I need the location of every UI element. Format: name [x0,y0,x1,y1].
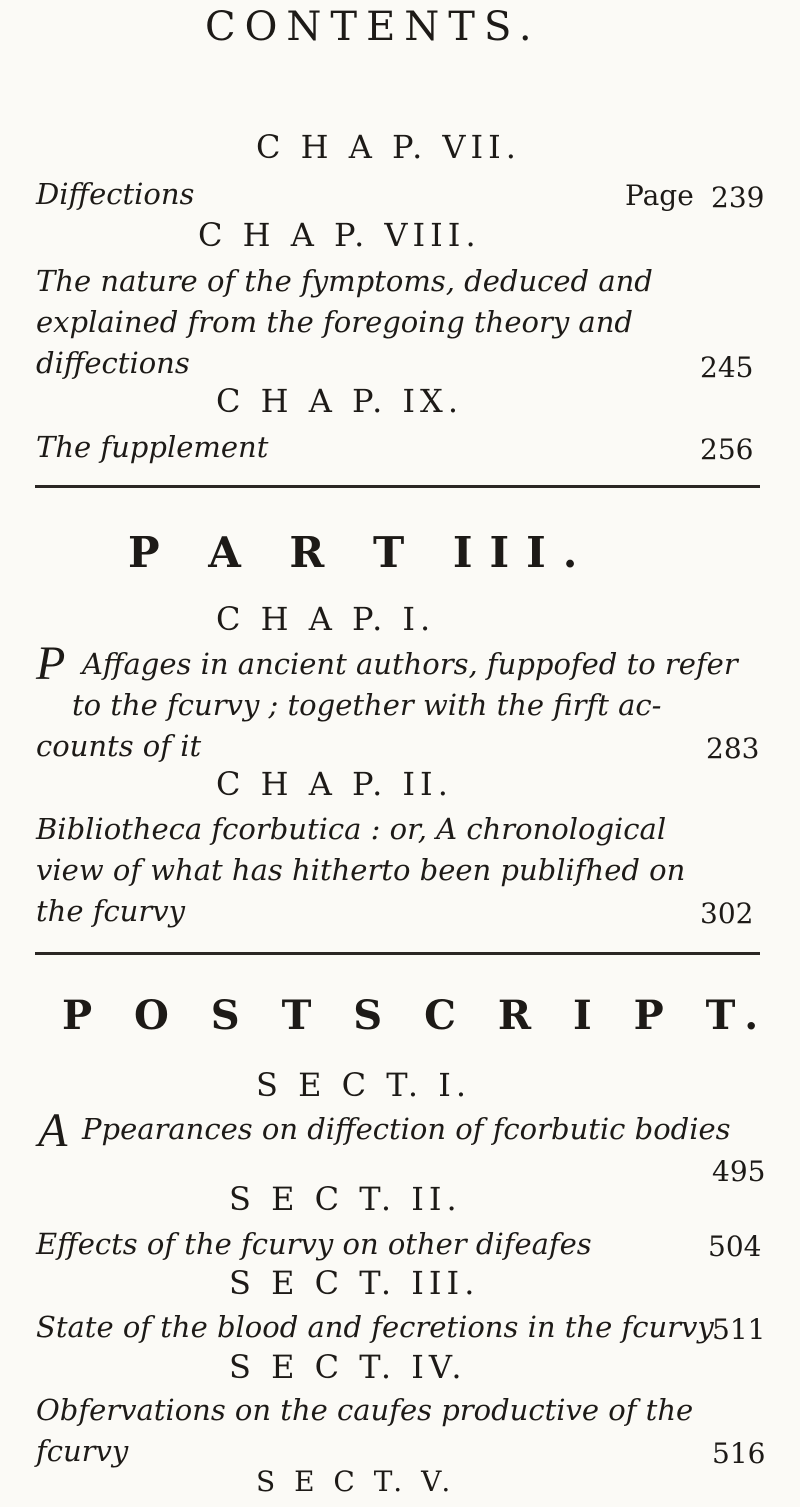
entry-title-line: explained from the foregoing theory and [36,305,633,339]
chapter-heading: C H A P. VII. [256,128,521,166]
page-number: 495 [712,1155,766,1188]
page-title: CONTENTS. [205,4,541,50]
entry-title-line: to the fcurvy ; together with the firft ac- [72,688,662,722]
chapter-heading: C H A P. II. [216,765,453,803]
part-heading: P A R T III. [128,528,595,577]
entry-title-line: fcurvy [36,1434,129,1468]
entry-title-line: Bibliotheca fcorbutica : or, A chronological [36,812,667,846]
entry-title: State of the blood and fecretions in the fcurvy [36,1310,714,1344]
entry-title: The fupplement [36,430,269,464]
chapter-heading: C H A P. I. [216,600,436,638]
chapter-heading: C H A P. VIII. [198,216,481,254]
page-number: 283 [706,732,760,765]
page-number: 516 [712,1437,766,1470]
entry-title-line: the fcurvy [36,894,185,928]
entry-title-line: view of what has hitherto been publifhed on [36,853,686,887]
section-heading: S E C T. I. [256,1066,472,1104]
page-number: 302 [700,897,754,930]
entry-title: Effects of the fcurvy on other difeafes [36,1227,592,1261]
page-label: Page [625,179,694,212]
entry-title: Diffections [36,177,195,211]
section-heading: S E C T. IV. [229,1348,467,1386]
page-number: 256 [700,433,754,466]
page-number: 511 [712,1313,766,1346]
section-heading: S E C T. II. [229,1180,462,1218]
entry-title-line: counts of it [36,729,202,763]
drop-cap: P [36,637,66,690]
section-divider [35,952,760,955]
entry-title-line: Affages in ancient authors, fuppofed to refer [82,647,738,681]
drop-cap: A [38,1104,68,1157]
section-divider [35,485,760,488]
section-heading: S E C T. V. [256,1465,456,1498]
page-number: 504 [708,1230,762,1263]
postscript-heading: P O S T S C R I P T. [62,992,773,1039]
chapter-heading: C H A P. IX. [216,382,463,420]
page-number: 239 [711,181,765,214]
page-number: 245 [700,351,754,384]
entry-title-line: diffections [36,346,190,380]
section-heading: S E C T. III. [229,1264,480,1302]
entry-title-line: The nature of the fymptoms, deduced and [36,264,653,298]
entry-title: Ppearances on diffection of fcorbutic bodies [82,1112,731,1146]
entry-title-line: Obfervations on the caufes productive of the [36,1393,694,1427]
